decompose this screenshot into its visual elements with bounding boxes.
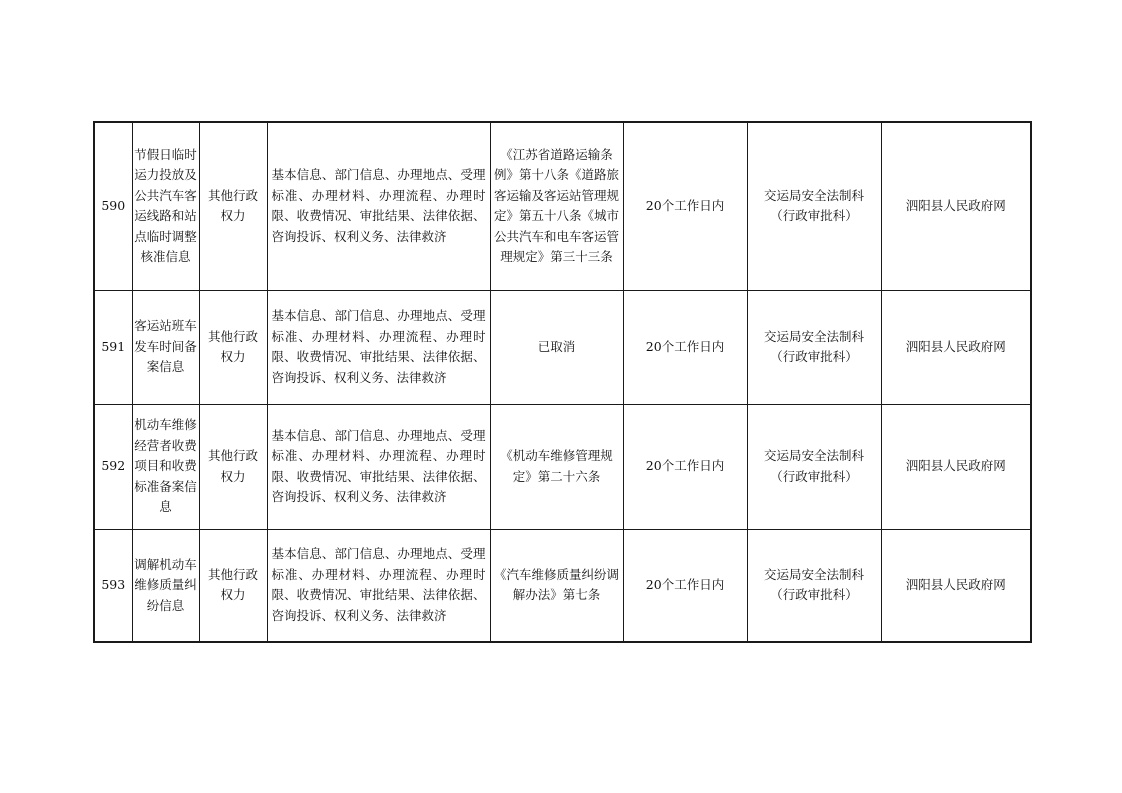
power-type: 其他行政权力 [207, 187, 258, 224]
deadline: 20个工作日内 [645, 577, 725, 592]
disclosure-table [93, 121, 1032, 643]
channel-cell [881, 404, 1031, 529]
power-type-cell [199, 290, 267, 404]
disclosure-content: 基本信息、部门信息、办理地点、受理标准、办理材料、办理流程、办理时限、收费情况、审批结果、法律依据、咨询投诉、权利义务、法律救济 [271, 546, 486, 623]
disclosure-channel: 泗阳县人民政府网 [905, 338, 1006, 354]
channel-cell [881, 290, 1031, 404]
item-name: 客运站班车发车时间备案信息 [134, 318, 197, 375]
deadline-cell [623, 290, 747, 404]
row-number: 590 [101, 198, 126, 213]
power-type: 其他行政权力 [207, 566, 258, 603]
legal-basis: 《江苏省道路运输条例》第十八条《道路旅客运输及客运站管理规定》第五十八条《城市公共汽车和电车客运管理规定》第三十三条 [493, 146, 619, 265]
department: 交运局安全法制科（行政审批科） [763, 187, 864, 224]
department-cell [747, 529, 881, 642]
deadline-cell [623, 122, 747, 290]
power-type-cell [199, 404, 267, 529]
deadline: 20个工作日内 [645, 458, 725, 474]
legal-basis: 已取消 [537, 338, 576, 354]
table-row [94, 404, 1031, 529]
power-type-cell [199, 529, 267, 642]
department: 交运局安全法制科（行政审批科） [763, 328, 864, 364]
deadline-cell [623, 529, 747, 642]
channel-cell [881, 529, 1031, 642]
disclosure-channel: 泗阳县人民政府网 [905, 458, 1006, 474]
item-name: 节假日临时运力投放及公共汽车客运线路和站点临时调整核准信息 [134, 146, 197, 265]
legal-basis: 《机动车维修管理规定》第二十六条 [500, 448, 613, 484]
power-type: 其他行政权力 [207, 448, 258, 484]
disclosure-channel: 泗阳县人民政府网 [905, 577, 1006, 592]
item-name-cell [132, 290, 199, 404]
item-name-cell [132, 529, 199, 642]
disclosure-content: 基本信息、部门信息、办理地点、受理标准、办理材料、办理流程、办理时限、收费情况、审批结果、法律依据、咨询投诉、权利义务、法律救济 [271, 167, 486, 244]
row-number-cell [94, 122, 132, 290]
department: 交运局安全法制科（行政审批科） [763, 566, 864, 603]
item-name-cell [132, 122, 199, 290]
legal-basis-cell [490, 122, 623, 290]
disclosure-channel: 泗阳县人民政府网 [905, 198, 1006, 213]
disclosure-content-cell [267, 529, 490, 642]
table-row [94, 290, 1031, 404]
row-number-cell [94, 404, 132, 529]
disclosure-content-cell [267, 290, 490, 404]
row-number: 592 [101, 458, 126, 474]
table-row [94, 122, 1031, 290]
disclosure-content-cell [267, 404, 490, 529]
disclosure-content: 基本信息、部门信息、办理地点、受理标准、办理材料、办理流程、办理时限、收费情况、审批结果、法律依据、咨询投诉、权利义务、法律救济 [271, 427, 486, 504]
item-name: 调解机动车维修质量纠纷信息 [134, 556, 197, 613]
row-number: 593 [101, 577, 126, 592]
deadline-cell [623, 404, 747, 529]
department-cell [747, 404, 881, 529]
deadline: 20个工作日内 [645, 198, 725, 213]
legal-basis-cell [490, 290, 623, 404]
legal-basis-cell [490, 404, 623, 529]
department-cell [747, 122, 881, 290]
row-number: 591 [101, 338, 126, 354]
table-row [94, 529, 1031, 642]
legal-basis: 《汽车维修质量纠纷调解办法》第七条 [493, 566, 619, 603]
disclosure-content: 基本信息、部门信息、办理地点、受理标准、办理材料、办理流程、办理时限、收费情况、审批结果、法律依据、咨询投诉、权利义务、法律救济 [271, 308, 486, 385]
legal-basis-cell [490, 529, 623, 642]
row-number-cell [94, 529, 132, 642]
disclosure-content-cell [267, 122, 490, 290]
row-number-cell [94, 290, 132, 404]
item-name-cell [132, 404, 199, 529]
power-type: 其他行政权力 [207, 328, 258, 364]
channel-cell [881, 122, 1031, 290]
power-type-cell [199, 122, 267, 290]
item-name: 机动车维修经营者收费项目和收费标准备案信息 [134, 417, 197, 515]
department: 交运局安全法制科（行政审批科） [763, 448, 864, 484]
department-cell [747, 290, 881, 404]
deadline: 20个工作日内 [645, 338, 725, 354]
